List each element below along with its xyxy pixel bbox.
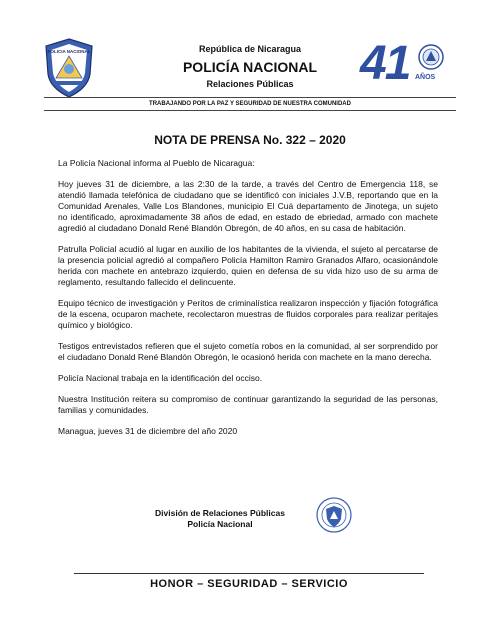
republic-name: República de Nicaragua — [198, 44, 302, 54]
anniversary-number: 41 — [360, 37, 410, 90]
paragraph: Policía Nacional trabaja en la identificación del occiso. — [58, 373, 263, 383]
dateline: Managua, jueves 31 de diciembre del año 2020 — [58, 426, 238, 436]
agency-name: POLICÍA NACIONAL — [182, 59, 318, 75]
logo-lettering: POLICIA NACIONAL — [47, 49, 91, 54]
paragraph: Patrulla Policial acudió al lugar en auxilio de los habitantes de la vivienda, el sujeto al percatarse de la presencia policial agredió al compañero Policía Hamilton Ramiro Granados Alfaro, ocasionándole herida con machete en antebrazo izquierdo, quien en defensa de su vida hizo uso de su arma de reglamento, resultando fallecido el delincuente. — [58, 244, 438, 287]
department-name: Relaciones Públicas — [206, 79, 294, 89]
footer-motto: HONOR – SEGURIDAD – SERVICIO — [150, 578, 348, 590]
paragraph: Testigos entrevistados refieren que el sujeto cometía robos en la comunidad, al ser sorprendido por el ciudadano Donald René Blandón Obregón, le ocasionó herida con machete en la mano derecha. — [58, 341, 438, 362]
header-rule-bottom — [44, 110, 456, 111]
paragraph: Nuestra Institución reitera su compromiso de continuar garantizando la seguridad de las personas, familias y comunidades. — [58, 394, 438, 415]
anniversary-label: AÑOS — [415, 74, 436, 81]
signature-block — [140, 508, 300, 530]
anniversary-logo — [360, 37, 450, 94]
header-rule-top — [44, 97, 456, 98]
press-release-body — [58, 158, 438, 447]
police-shield-logo — [44, 38, 94, 98]
anniversary-seal-icon — [418, 44, 444, 70]
official-seal-icon — [316, 497, 352, 533]
signature-division: División de Relaciones Públicas — [155, 508, 285, 518]
press-release-title: NOTA DE PRENSA No. 322 – 2020 — [154, 133, 346, 147]
paragraph: Hoy jueves 31 de diciembre, a las 2:30 de la tarde, a través del Centro de Emergencia 118, se atendió llamada telefónica de ciudadano que se identificó con iniciales J.V.B, reportando que en la Comunidad Arenales, Valle Los Blandones, municipio El Cuá departamento de Jinotega, un sujeto no identificado, aproximadamente 38 años de edad, en estado de ebriedad, armado con machete agredió al ciudadano Donald René Blandón Obregón, de 40 años, en su casa de habitación. — [58, 179, 438, 233]
paragraph: La Policía Nacional informa al Pueblo de Nicaragua: — [58, 158, 255, 168]
letterhead — [0, 0, 495, 110]
signature-agency: Policía Nacional — [187, 519, 253, 529]
paragraph: Equipo técnico de investigación y Peritos de criminalística realizaron inspección y fijación fotográfica de la escena, ocuparon machete, recolectaron muestras de fluidos corporales para realizar peritajes químico y biológico. — [58, 298, 438, 330]
header-motto: TRABAJANDO POR LA PAZ Y SEGURIDAD DE NUESTRA COMUNIDAD — [149, 101, 351, 107]
footer-rule — [74, 573, 424, 574]
header-titles — [150, 44, 350, 90]
